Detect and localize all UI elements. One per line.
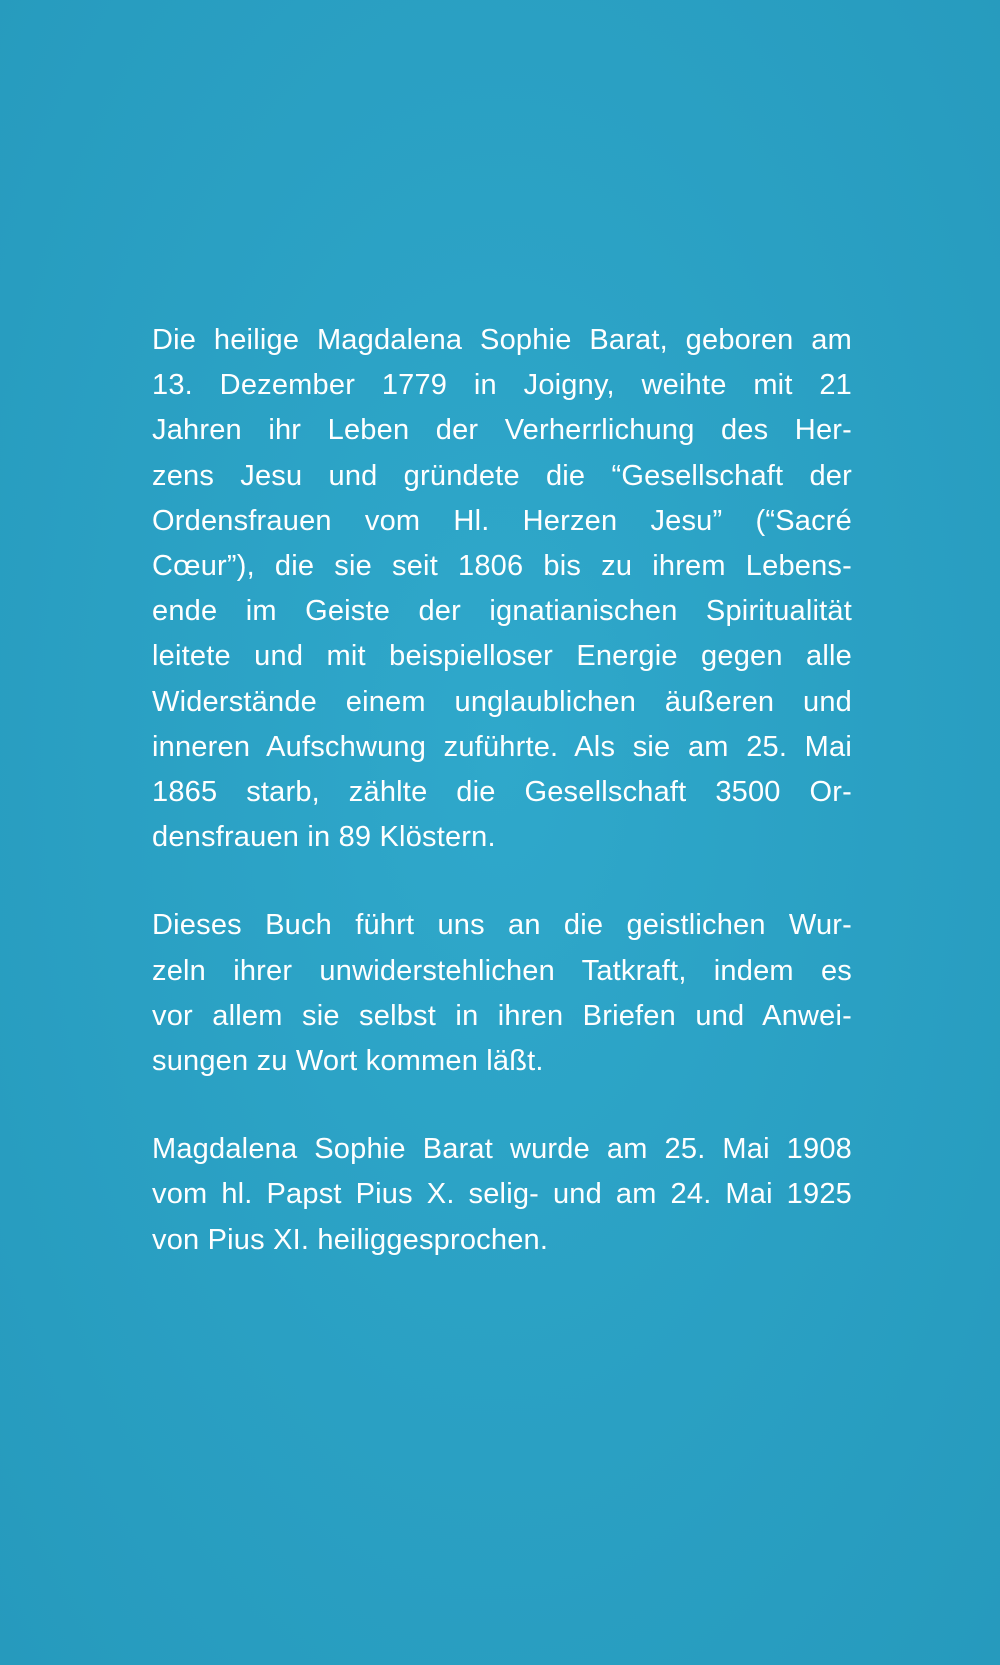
paragraph-canonization bbox=[152, 1127, 852, 1263]
text-line: zeln ihrer unwiderstehlichen Tatkraft, indem es bbox=[152, 954, 852, 987]
text-line: Dieses Buch führt uns an die geistlichen Wur- bbox=[152, 909, 852, 942]
text-line: ende im Geiste der ignatianischen Spiritualität bbox=[152, 595, 852, 628]
text-line: Jahren ihr Leben der Verherrlichung des Her- bbox=[152, 414, 852, 447]
text-line: Magdalena Sophie Barat wurde am 25. Mai 1908 bbox=[152, 1133, 852, 1166]
text-line: densfrauen in 89 Klöstern. bbox=[152, 821, 496, 854]
text-line: Die heilige Magdalena Sophie Barat, geboren am bbox=[152, 324, 852, 356]
text-line: vom hl. Papst Pius X. selig- und am 24. Mai 1925 bbox=[152, 1178, 852, 1211]
text-line: leitete und mit beispielloser Energie gegen alle bbox=[152, 640, 852, 673]
text-line: Ordensfrauen vom Hl. Herzen Jesu” (“Sacré bbox=[152, 504, 852, 537]
text-line: 13. Dezember 1779 in Joigny, weihte mit 21 bbox=[152, 369, 852, 402]
text-line: inneren Aufschwung zuführte. Als sie am 25. Mai bbox=[152, 730, 852, 763]
text-line: Widerstände einem unglaublichen äußeren und bbox=[152, 685, 852, 718]
text-line: vor allem sie selbst in ihren Briefen und Anwei- bbox=[152, 999, 852, 1032]
text-line: 1865 starb, zählte die Gesellschaft 3500 Or- bbox=[152, 776, 852, 809]
text-line: Cœur”), die sie seit 1806 bis zu ihrem Lebens- bbox=[152, 550, 852, 583]
text-line: zens Jesu und gründete die “Gesellschaft der bbox=[152, 459, 852, 492]
paragraph-biography bbox=[152, 318, 852, 860]
paragraph-book-description bbox=[152, 903, 852, 1084]
text-line: sungen zu Wort kommen läßt. bbox=[152, 1045, 544, 1078]
text-line: von Pius XI. heiliggesprochen. bbox=[152, 1223, 549, 1256]
blurb-text bbox=[152, 318, 852, 1263]
